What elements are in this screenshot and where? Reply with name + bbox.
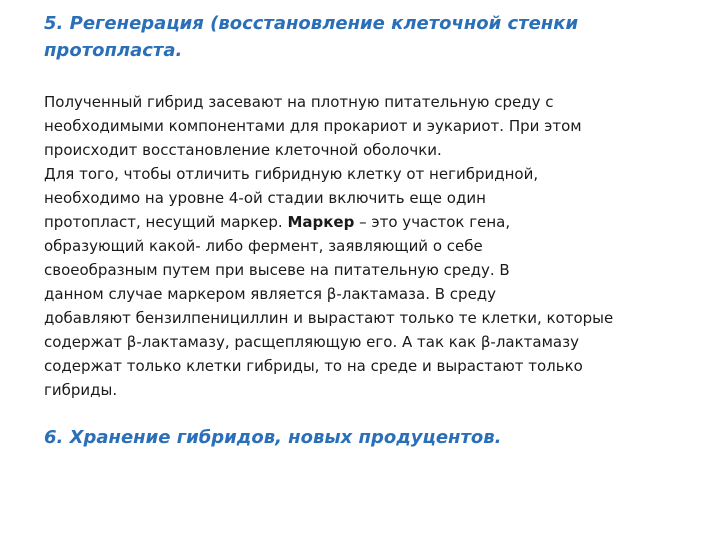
section-5-heading <box>44 10 644 64</box>
body-line-13: гибриды. <box>44 381 118 399</box>
body-line-6-start: протопласт, несущий маркер. <box>44 213 288 231</box>
body-line-9: данном случае маркером является β-лактамаза. В среду <box>44 285 497 303</box>
body-line-12: содержат только клетки гибриды, то на среде и вырастают только <box>44 357 583 375</box>
body-line-10: добавляют бензилпенициллин и вырастают только те клетки, которые <box>44 309 614 327</box>
section-5-heading-line-2: протопласта. <box>44 40 183 61</box>
section-6-heading: 6. Хранение гибридов, новых продуцентов. <box>44 427 502 448</box>
body-line-6 <box>44 210 680 234</box>
body-line-6-end: – это участок гена, <box>354 213 511 231</box>
body-line-3: происходит восстановление клеточной оболочки. <box>44 141 442 159</box>
marker-term: Маркер <box>287 213 355 231</box>
body-line-1: Полученный гибрид засевают на плотную питательную среду с <box>44 93 554 111</box>
section-5-heading-line-1: 5. Регенерация (восстановление клеточной стенки <box>44 13 579 34</box>
body-line-7: образующий какой- либо фермент, заявляющий о себе <box>44 237 483 255</box>
body-line-8: своеобразным путем при высеве на питательную среду. В <box>44 261 510 279</box>
body-line-5: необходимо на уровне 4-ой стадии включить еще один <box>44 189 486 207</box>
body-line-4: Для того, чтобы отличить гибридную клетку от негибридной, <box>44 165 539 183</box>
body-line-2: необходимыми компонентами для прокариот и эукариот. При этом <box>44 117 582 135</box>
body-paragraph <box>44 90 680 402</box>
body-line-11: содержат β-лактамазу, расщепляющую его. А так как β-лактамазу <box>44 333 579 351</box>
